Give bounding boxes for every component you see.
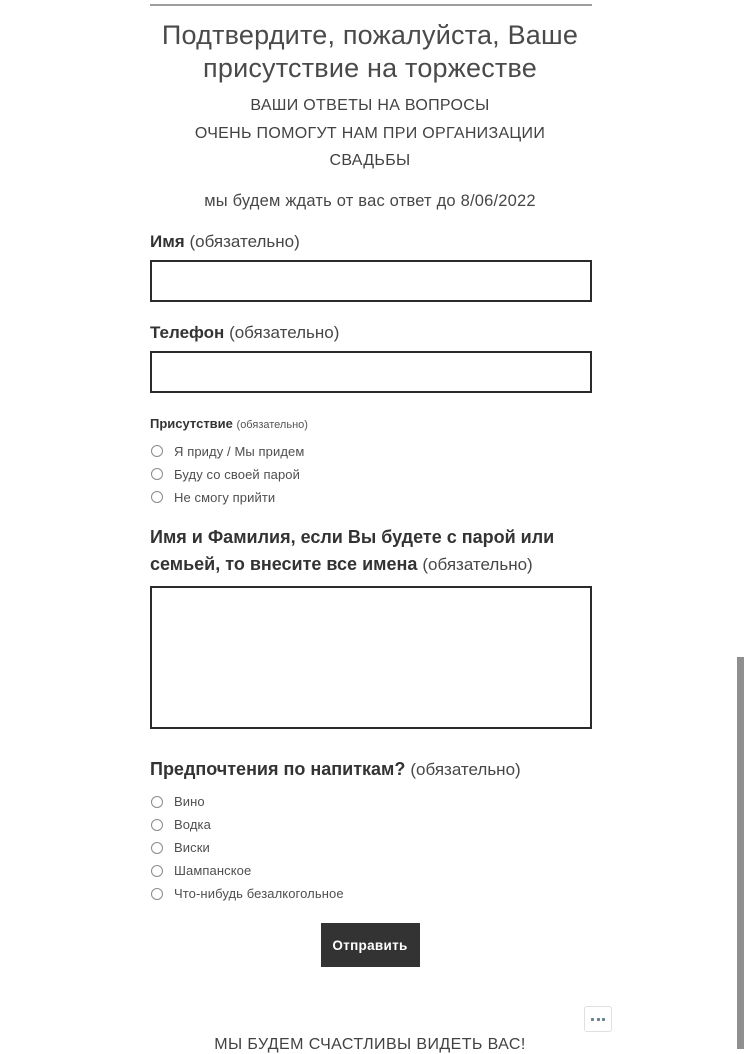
radio-icon[interactable] [151, 445, 163, 457]
guest-names-required-note: (обязательно) [422, 555, 533, 574]
drinks-required-note: (обязательно) [410, 759, 521, 779]
subtitle-line: ОЧЕНЬ ПОМОГУТ НАМ ПРИ ОРГАНИЗАЦИИ [194, 124, 546, 142]
drinks-options [150, 790, 590, 905]
name-input[interactable] [150, 260, 592, 302]
drinks-option-label: Вино [174, 794, 205, 809]
attendance-option-3[interactable] [150, 486, 590, 509]
attendance-group-label [150, 416, 590, 431]
phone-label: Телефон [150, 322, 225, 342]
attendance-label: Присутствие [150, 415, 233, 431]
radio-icon[interactable] [151, 491, 163, 503]
drinks-option-label: Виски [174, 840, 210, 855]
guest-names-label: Имя и Фамилия, если Вы будете с парой или семьей, то внесите все имена [150, 526, 555, 574]
radio-icon[interactable] [151, 865, 163, 877]
radio-icon[interactable] [151, 888, 163, 900]
phone-input[interactable] [150, 351, 592, 393]
radio-icon[interactable] [151, 468, 163, 480]
drinks-option-5[interactable] [150, 882, 590, 905]
ellipsis-icon [602, 1018, 605, 1021]
subtitle-line: СВАДЬБЫ [329, 152, 411, 169]
drinks-option-2[interactable] [150, 813, 590, 836]
submit-button[interactable]: Отправить [321, 923, 420, 967]
subtitle [150, 92, 590, 175]
divider [150, 4, 592, 6]
form-column [150, 0, 590, 1054]
attendance-option-label: Не смогу прийти [174, 489, 276, 505]
guest-names-textarea[interactable] [150, 586, 592, 729]
drinks-option-label: Шампанское [174, 863, 252, 878]
drinks-option-4[interactable] [150, 859, 590, 882]
scrollbar-thumb[interactable] [737, 657, 744, 1049]
ellipsis-icon [591, 1018, 594, 1021]
subtitle-line: ВАШИ ОТВЕТЫ НА ВОПРОСЫ [250, 97, 490, 114]
attendance-options [150, 440, 590, 509]
drinks-label: Предпочтения по напиткам? [150, 758, 406, 779]
phone-required-note: (обязательно) [229, 322, 340, 342]
radio-icon[interactable] [151, 819, 163, 831]
deadline-text: мы будем ждать от вас ответ до 8/06/2022 [204, 191, 536, 210]
radio-icon[interactable] [151, 796, 163, 808]
drinks-option-3[interactable] [150, 836, 590, 859]
attendance-option-label: Я приду / Мы придем [174, 443, 305, 459]
attendance-required-note: (обязательно) [236, 418, 308, 431]
phone-field-label [150, 323, 590, 343]
more-options-button[interactable] [584, 1006, 612, 1032]
attendance-option-2[interactable] [150, 463, 590, 486]
drinks-option-1[interactable] [150, 790, 590, 813]
drinks-option-label: Водка [174, 817, 211, 832]
drinks-option-label: Что-нибудь безалкогольное [174, 886, 344, 901]
name-required-note: (обязательно) [189, 231, 300, 251]
ellipsis-icon [597, 1018, 600, 1021]
attendance-option-label: Буду со своей парой [174, 466, 300, 482]
guest-names-field-label [150, 524, 582, 579]
radio-icon[interactable] [151, 842, 163, 854]
name-label: Имя [150, 231, 185, 251]
drinks-group-label [150, 756, 582, 784]
footer-message: МЫ БУДЕМ СЧАСТЛИВЫ ВИДЕТЬ ВАС! [214, 1036, 526, 1053]
attendance-option-1[interactable] [150, 440, 590, 463]
page-title: Подтвердите, пожалуйста, Ваше присутствие на торжестве [161, 20, 579, 83]
name-field-label [150, 232, 590, 252]
